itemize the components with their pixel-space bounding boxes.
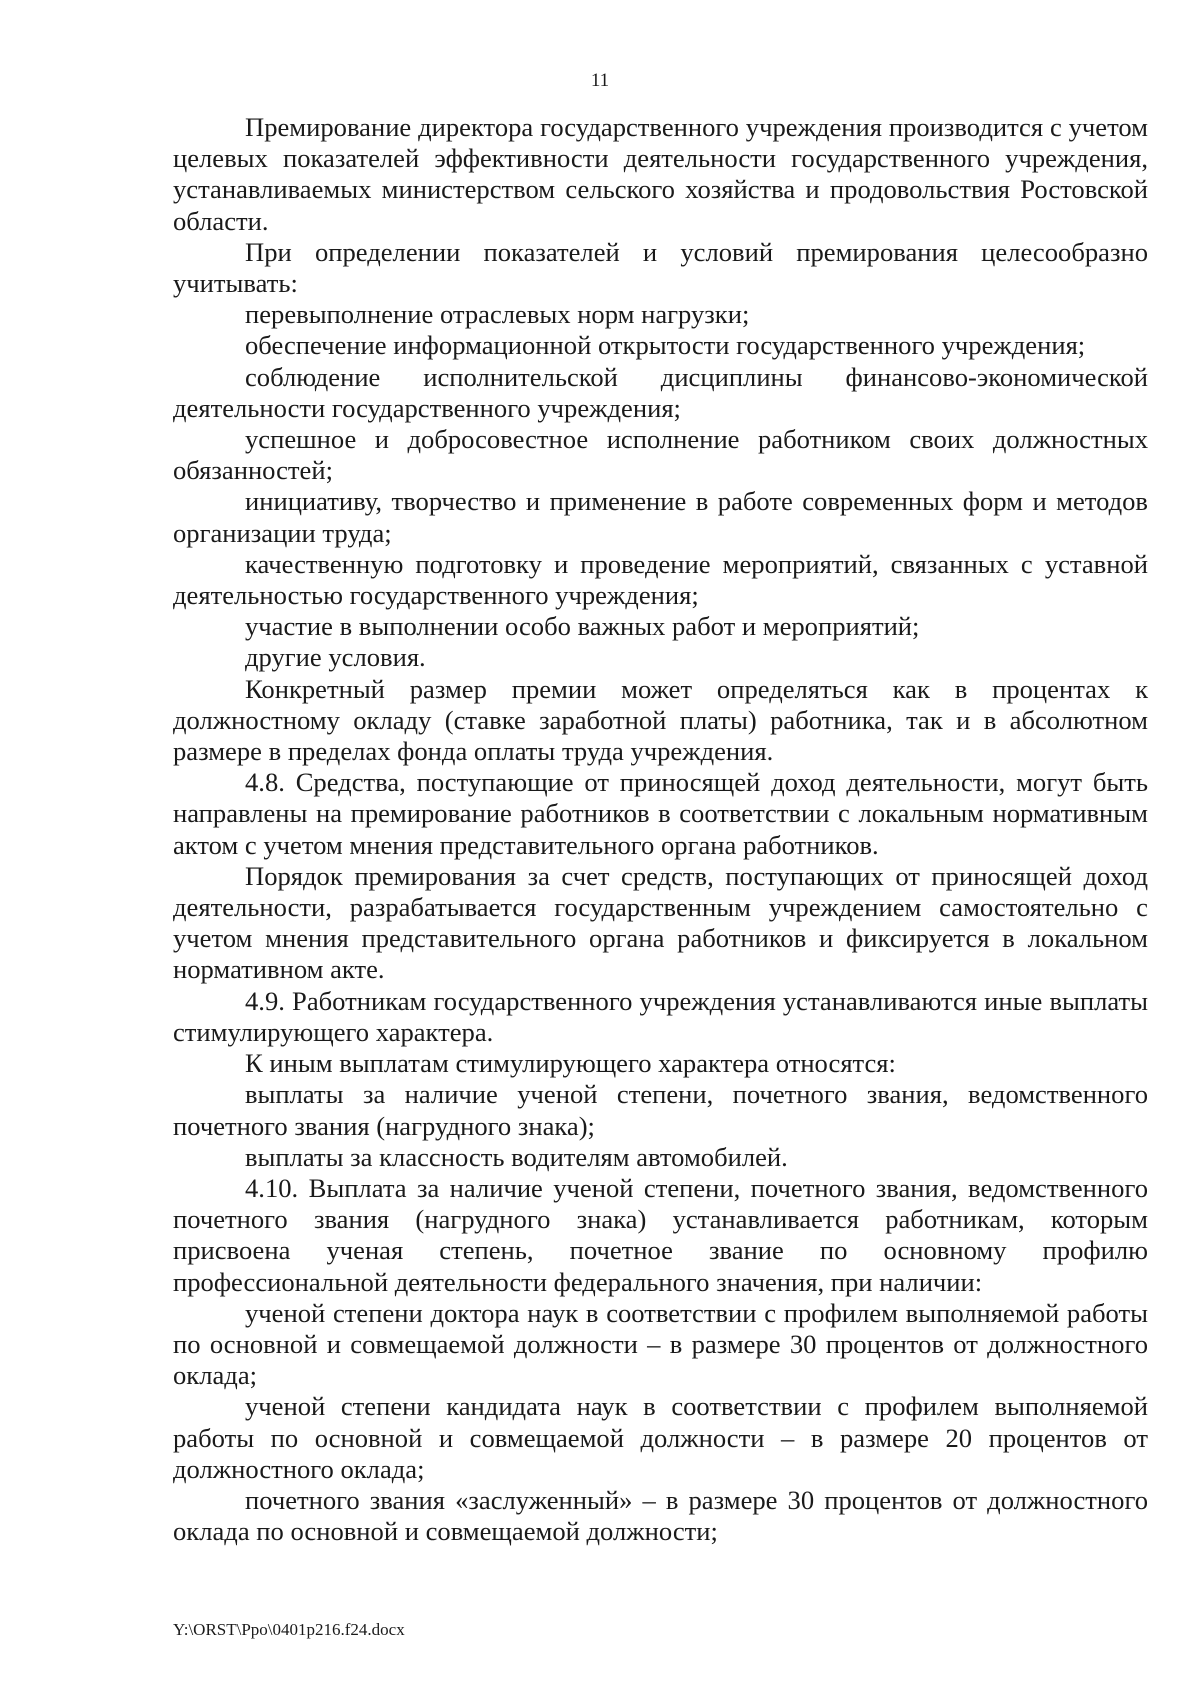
document-body [173,112,1148,1547]
list-item: перевыполнение отраслевых норм нагрузки; [245,299,750,330]
list-item: соблюдение исполнительской дисциплины финансово-экономической деятельности государственного учреждения; [173,361,1148,423]
paragraph-4-8: 4.8. Средства, поступающие от приносящей доход деятельности, могут быть направлены на премирование работников в соответствии с локальным нормативным актом с учетом мнения представительного органа работников. [173,767,1148,860]
list-item: инициативу, творчество и применение в работе современных форм и методов организации труда; [173,486,1148,548]
list-item: ученой степени доктора наук в соответствии с профилем выполняемой работы по основной и совмещаемой должности – в размере 30 процентов от должностного оклада; [173,1297,1148,1391]
list-item: обеспечение информационной открытости государственного учреждения; [245,330,1086,361]
paragraph-4-10: 4.10. Выплата за наличие ученой степени, почетного звания, ведомственного почетного звания (нагрудного знака) устанавливается работникам, которым присвоена ученая степень, почетное звание по основному профилю профессиональной деятельности федерального значения, при наличии: [173,1172,1148,1297]
list-item: другие условия. [245,642,426,673]
paragraph-4-9: 4.9. Работникам государственного учреждения устанавливаются иные выплаты стимулирующего характера. [173,985,1148,1047]
paragraph: Премирование директора государственного учреждения производится с учетом целевых показателей эффективности деятельности государственного учреждения, устанавливаемых министерством сельского хозяйства и продовольствия Ростовской области. [173,112,1148,236]
paragraph: При определении показателей и условий премирования целесообразно учитывать: [173,236,1148,299]
list-item: выплаты за классность водителям автомобилей. [245,1141,788,1172]
list-item: выплаты за наличие ученой степени, почетного звания, ведомственного почетного звания (нагрудного знака); [173,1079,1148,1141]
paragraph: Конкретный размер премии может определяться как в процентах к должностному окладу (ставке заработной платы) работника, так и в абсолютном размере в пределах фонда оплаты труда учреждения. [173,673,1148,767]
paragraph: К иным выплатам стимулирующего характера относятся: [245,1048,896,1079]
list-item: ученой степени кандидата наук в соответствии с профилем выполняемой работы по основной и совмещаемой должности – в размере 20 процентов от должностного оклада; [173,1391,1148,1484]
list-item: участие в выполнении особо важных работ и мероприятий; [245,611,920,642]
list-item: успешное и добросовестное исполнение работником своих должностных обязанностей; [173,424,1148,486]
page-number: 11 [590,70,610,91]
file-path-footer: Y:\ORST\Ppo\0401p216.f24.docx [173,1620,405,1639]
list-item: почетного звания «заслуженный» – в размере 30 процентов от должностного оклада по основной и совмещаемой должности; [173,1484,1148,1547]
list-item: качественную подготовку и проведение мероприятий, связанных с уставной деятельностью государственного учреждения; [173,548,1148,611]
paragraph: Порядок премирования за счет средств, поступающих от приносящей доход деятельности, разрабатывается государственным учреждением самостоятельно с учетом мнения представительного органа работников и фиксируется в локальном нормативном акте. [173,860,1148,985]
